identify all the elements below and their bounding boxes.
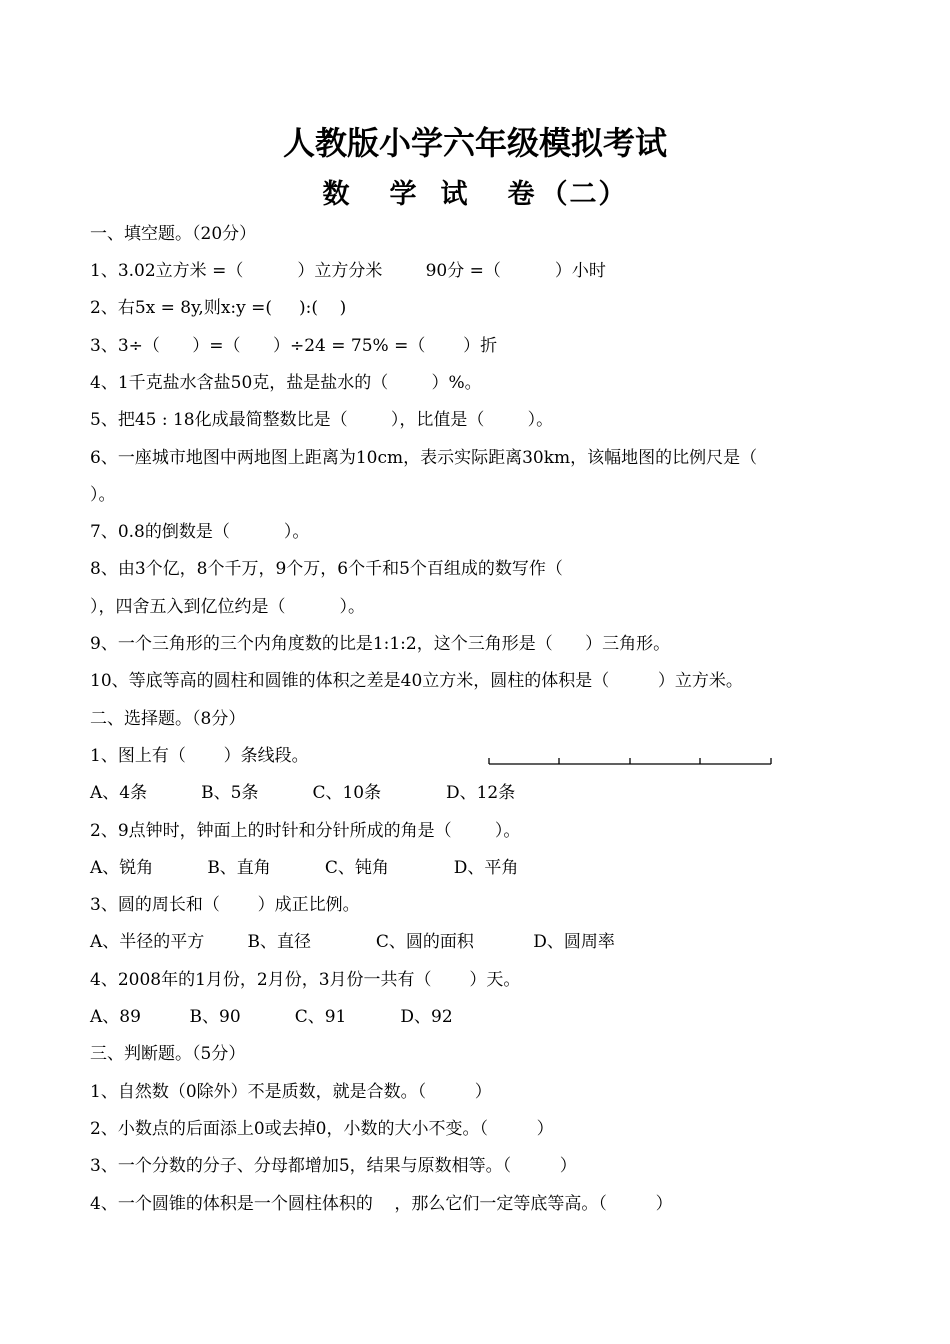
section-heading: 一、填空题。（20分） [90,224,257,244]
question-line: 1、自然数（0除外）不是质数，就是合数。（ ） [90,1082,492,1102]
question-line: 5、把45 : 18化成最简整数比是（ ），比值是（ ）。 [90,410,554,430]
question-line: 1、3.02立方米 =（ ）立方分米 90分 =（ ）小时 [90,261,606,281]
question-line: 1、图上有（ ）条线段。 [90,746,309,766]
question-line: 4、一个圆锥的体积是一个圆柱体积的 ，那么它们一定等底等高。（ ） [90,1194,673,1214]
subtitle-char: 卷 [507,179,537,210]
exam-title: 人教版小学六年级模拟考试 [282,124,667,162]
question-line: 4、2008年的1月份，2月份，3月份一共有（ ）天。 [90,970,521,990]
option-line: A、4条 B、5条 C、10条 D、12条 [90,783,516,803]
segment-figure [488,758,772,766]
option-line: A、锐角 B、直角 C、钝角 D、平角 [90,858,519,878]
exam-subtitle [0,172,950,211]
question-line: 3、一个分数的分子、分母都增加5，结果与原数相等。（ ） [90,1156,577,1176]
question-line: 8、由3个亿，8个千万，9个万，6个千和5个百组成的数写作（ [90,559,563,579]
question-line: ）。 [90,485,116,505]
section-heading: 三、判断题。（5分） [90,1044,246,1064]
question-line: 3、3÷（ ）=（ ）÷24 = 75% =（ ）折 [90,336,498,356]
question-line: 2、9点钟时，钟面上的时针和分针所成的角是（ ）。 [90,821,521,841]
question-line: 2、小数点的后面添上0或去掉0，小数的大小不变。（ ） [90,1119,554,1139]
subtitle-char: 数 [322,179,352,210]
question-line: 6、一座城市地图中两地图上距离为10cm，表示实际距离30km，该幅地图的比例尺是（ [90,448,758,468]
question-line: 3、圆的周长和（ ）成正比例。 [90,895,360,915]
question-line: ），四舍五入到亿位约是（ ）。 [90,597,366,617]
question-line: 7、0.8的倒数是（ ）。 [90,522,310,542]
subtitle-char: 试 [440,179,470,210]
question-line: 4、1千克盐水含盐50克，盐是盐水的（ ）%。 [90,373,482,393]
option-line: A、半径的平方 B、直径 C、圆的面积 D、圆周率 [90,932,615,952]
subtitle-char: 学 [389,179,419,210]
question-line: 9、一个三角形的三个内角度数的比是1:1:2，这个三角形是（ ）三角形。 [90,634,671,654]
section-heading: 二、选择题。（8分） [90,709,246,729]
subtitle-char: （二） [540,179,628,210]
question-line: 10、等底等高的圆柱和圆锥的体积之差是40立方米，圆柱的体积是（ ）立方米。 [90,671,743,691]
option-line: A、89 B、90 C、91 D、92 [90,1007,453,1027]
question-line: 2、右5x = 8y,则x:y =( ):( ) [90,298,347,318]
